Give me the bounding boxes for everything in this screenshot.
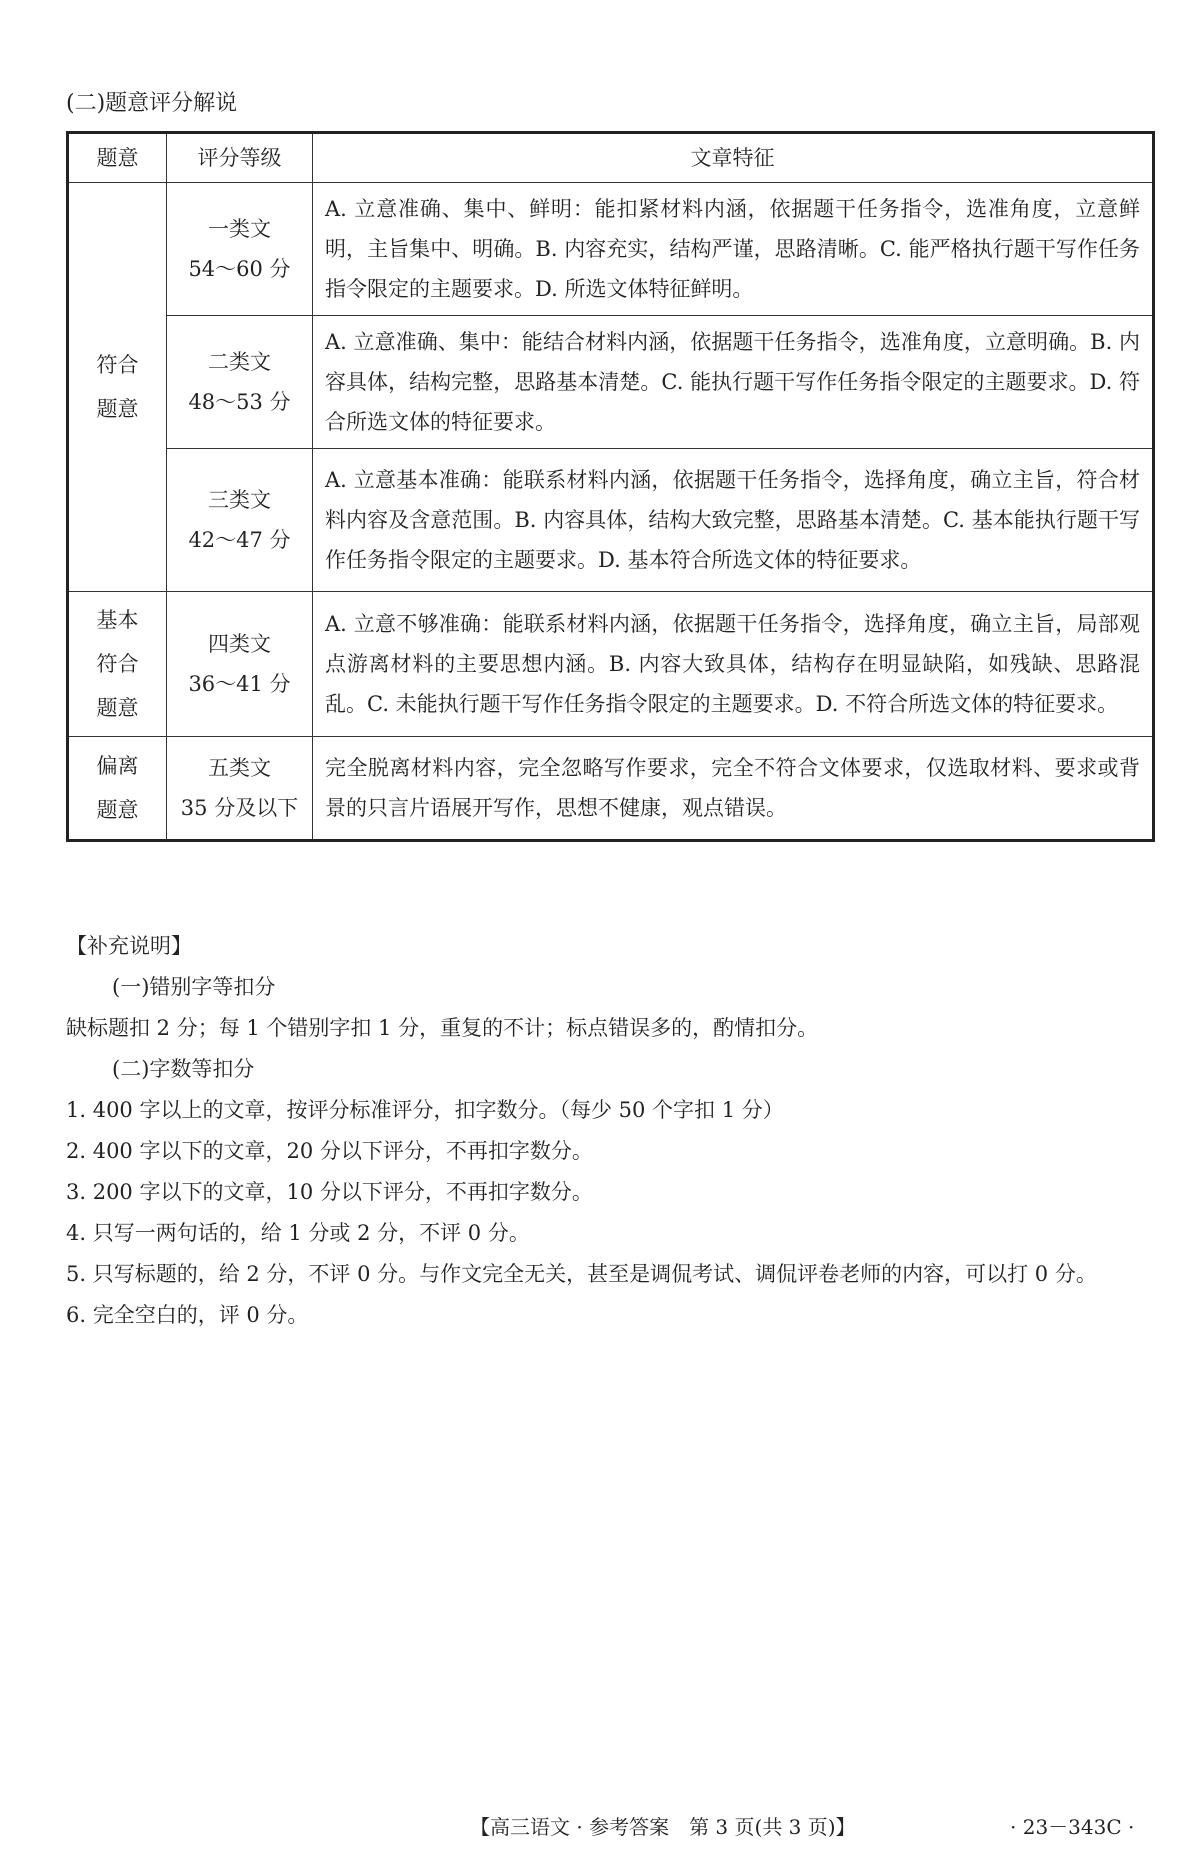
category-cell — [68, 737, 167, 841]
supplement-section — [66, 926, 1097, 1336]
list-item: 1. 400 字以上的文章，按评分标准评分，扣字数分。（每少 50 个字扣 1 分） — [66, 1098, 784, 1122]
grade-cell — [167, 737, 313, 841]
table-header-row — [68, 133, 1154, 183]
supplement-sub2: (二)字数等扣分 — [112, 1057, 255, 1081]
features-cell: 完全脱离材料内容，完全忽略写作要求，完全不符合文体要求，仅选取材料、要求或背景的只言片语展开写作，思想不健康，观点错误。 — [313, 737, 1154, 841]
footer-code: · 23－343C · — [1010, 1815, 1135, 1839]
grade-cell — [167, 183, 313, 316]
supplement-sub1: (一)错别字等扣分 — [112, 975, 276, 999]
grade-score: 48～53 分 — [188, 390, 291, 414]
list-item: 4. 只写一两句话的，给 1 分或 2 分，不评 0 分。 — [66, 1221, 530, 1245]
grade-cell — [167, 449, 313, 592]
grade-name: 三类文 — [208, 488, 271, 512]
grade-cell — [167, 316, 313, 449]
grading-table — [66, 131, 1155, 842]
supplement-heading: 【补充说明】 — [66, 934, 192, 958]
category-label: 符合题意 — [96, 353, 139, 421]
grade-name: 一类文 — [208, 217, 271, 241]
grade-score: 35 分及以下 — [180, 796, 299, 820]
header-features: 文章特征 — [313, 133, 1154, 183]
table-row — [68, 737, 1154, 841]
supplement-sub1-text: 缺标题扣 2 分；每 1 个错别字扣 1 分，重复的不计；标点错误多的，酌情扣分。 — [66, 1016, 819, 1040]
section-title: (二)题意评分解说 — [66, 91, 238, 116]
category-label: 基本符合题意 — [96, 608, 139, 720]
grade-name: 四类文 — [208, 632, 271, 656]
list-item: 3. 200 字以下的文章，10 分以下评分，不再扣字数分。 — [66, 1180, 593, 1204]
features-cell: A. 立意基本准确：能联系材料内涵，依据题干任务指令，选择角度，确立主旨，符合材料内容及含意范围。B. 内容具体，结构大致完整，思路基本清楚。C. 基本能执行题干写作任务指令限定的主题要求。D. 基本符合所选文体的特征要求。 — [313, 449, 1154, 592]
list-item: 5. 只写标题的，给 2 分，不评 0 分。与作文完全无关，甚至是调侃考试、调侃评卷老师的内容，可以打 0 分。 — [66, 1262, 1097, 1286]
grade-score: 54～60 分 — [188, 257, 291, 281]
features-cell: A. 立意准确、集中：能结合材料内涵，依据题干任务指令，选准角度，立意明确。B. 内容具体，结构完整，思路基本清楚。C. 能执行题干写作任务指令限定的主题要求。D. 符合所选文体的特征要求。 — [313, 316, 1154, 449]
category-cell — [68, 183, 167, 592]
table-row — [68, 316, 1154, 449]
table-row — [68, 592, 1154, 737]
grade-cell — [167, 592, 313, 737]
category-cell — [68, 592, 167, 737]
grade-name: 五类文 — [208, 756, 271, 780]
list-item: 2. 400 字以下的文章，20 分以下评分，不再扣字数分。 — [66, 1139, 593, 1163]
grade-score: 36～41 分 — [188, 672, 291, 696]
features-cell: A. 立意不够准确：能联系材料内涵，依据题干任务指令，选择角度，确立主旨，局部观点游离材料的主要思想内涵。B. 内容大致具体，结构存在明显缺陷，如残缺、思路混乱。C. 未能执行题干写作任务指令限定的主题要求。D. 不符合所选文体的特征要求。 — [313, 592, 1154, 737]
grade-name: 二类文 — [208, 350, 271, 374]
grade-score: 42～47 分 — [188, 528, 291, 552]
header-topic: 题意 — [68, 133, 167, 183]
header-grade: 评分等级 — [167, 133, 313, 183]
list-item: 6. 完全空白的，评 0 分。 — [66, 1303, 309, 1327]
table-row — [68, 449, 1154, 592]
table-row — [68, 183, 1154, 316]
features-cell: A. 立意准确、集中、鲜明：能扣紧材料内涵，依据题干任务指令，选准角度，立意鲜明，主旨集中、明确。B. 内容充实，结构严谨，思路清晰。C. 能严格执行题干写作任务指令限定的主题要求。D. 所选文体特征鲜明。 — [313, 183, 1154, 316]
footer-page-info: 【高三语文 · 参考答案 第 3 页(共 3 页)】 — [470, 1815, 856, 1839]
category-label: 偏离题意 — [96, 754, 139, 822]
